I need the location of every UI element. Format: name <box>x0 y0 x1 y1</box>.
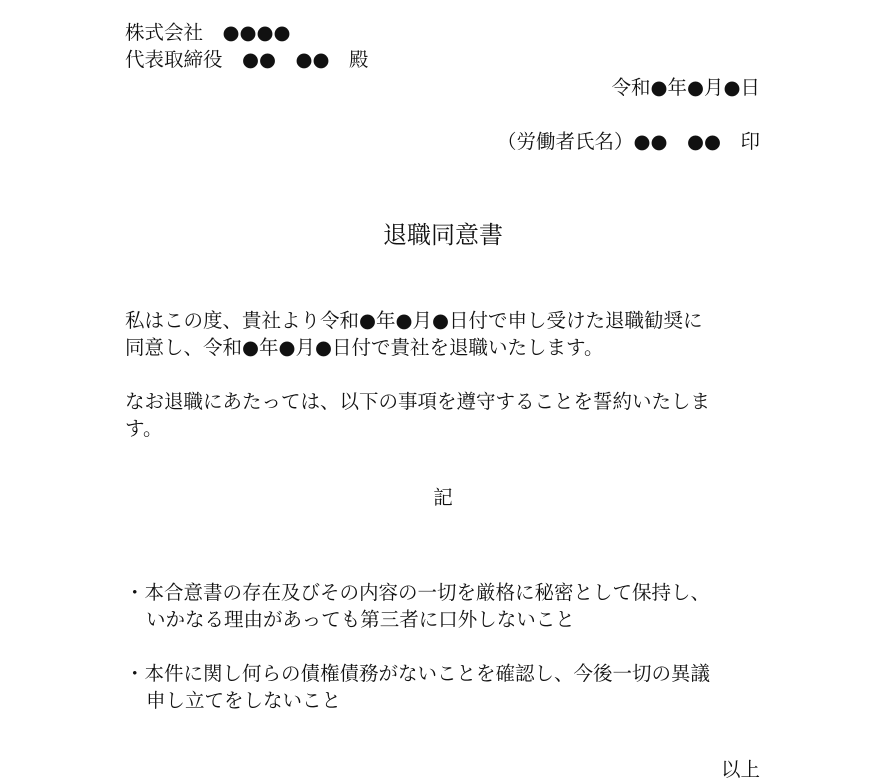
ki-heading: 記 <box>433 486 453 509</box>
body-paragraph-2-line-1: なお退職にあたっては、以下の事項を遵守することを誓約いたしま <box>125 390 711 413</box>
body-paragraph-1-line-1: 私はこの度、貴社より令和●年●月●日付で申し受けた退職勧奨に <box>125 309 703 332</box>
closing-ijou: 以上 <box>720 758 760 781</box>
document-title: 退職同意書 <box>383 221 503 249</box>
list-item <box>125 660 765 714</box>
list-item-line-2: いかなる理由があっても第三者に口外しないこと <box>146 608 575 631</box>
list-item-line-2: 申し立てをしないこと <box>146 689 342 712</box>
body-paragraph-1-line-2: 同意し、令和●年●月●日付で貴社を退職いたします。 <box>125 336 604 359</box>
list-item-line-1: ・本件に関し何らの債権債務がないことを確認し、今後一切の異議 <box>125 662 711 685</box>
body-paragraph-2-line-2: す。 <box>125 417 163 440</box>
body-paragraph-1 <box>125 307 765 361</box>
representative-name: 代表取締役 ●● ●● 殿 <box>125 48 369 71</box>
list-item-line-1: ・本合意書の存在及びその内容の一切を厳格に秘密として保持し、 <box>125 581 711 604</box>
signer-line: （労働者氏名）●● ●● 印 <box>496 130 760 153</box>
list-item <box>125 579 765 633</box>
body-paragraph-2 <box>125 388 765 442</box>
document-date: 令和●年●月●日 <box>611 76 760 99</box>
company-name: 株式会社 ●●●● <box>125 21 291 44</box>
